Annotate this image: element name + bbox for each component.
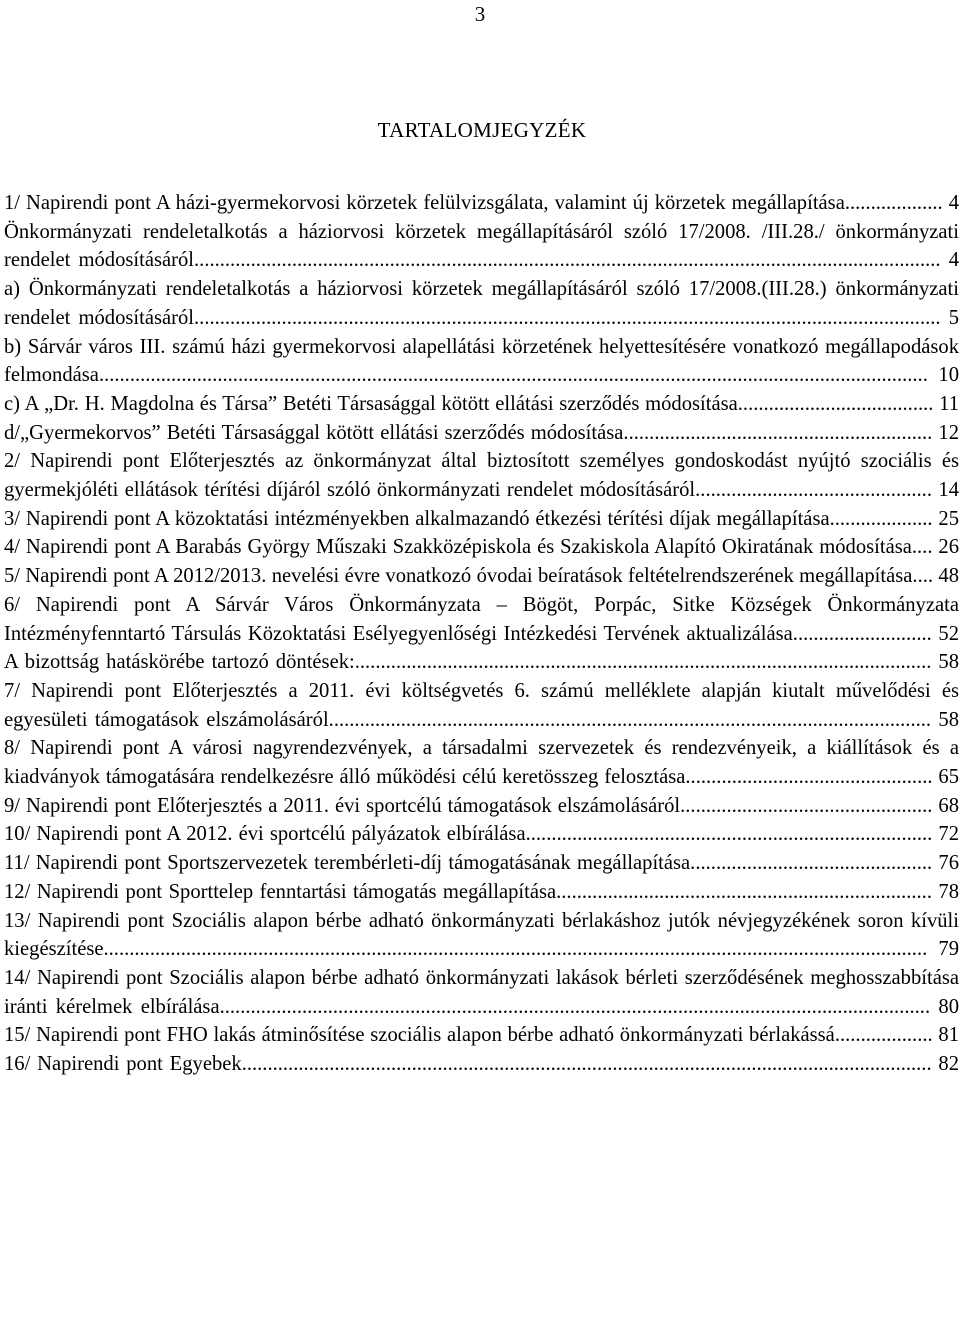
toc-entry-title: 6/ Napirendi pont A Sárvár Város Önkormányzata – Bögöt, Porpác, Sitke Községek Önkormányzata Intézményfenntartó Társulás Közoktatási Esélyegyenlőségi Intézkedési Tervének aktualizálása. <box>4 593 959 645</box>
toc-entry-title: 13/ Napirendi pont Szociális alapon bérbe adható önkormányzati bérlakáshoz jutók névjegyzékének soron kívüli kiegészítése. <box>4 909 959 961</box>
dot-leader: ..................................................................................................................................... <box>246 1053 932 1076</box>
dot-leader: ... <box>917 565 934 588</box>
dot-leader: .................................................................................................................... <box>333 708 932 731</box>
toc-entry-title: 12/ Napirendi pont Sporttelep fenntartási támogatás megállapítása. <box>4 880 562 903</box>
toc-entry-page: 80 <box>938 995 959 1018</box>
toc-title: TARTALOMJEGYZÉK <box>377 118 587 143</box>
toc-entry-page: 68 <box>938 794 959 817</box>
toc-entry-page: 26 <box>938 536 959 559</box>
toc-entry-page: 58 <box>938 708 960 731</box>
toc-entry[interactable] <box>4 1050 959 1079</box>
toc-entry-page: 10 <box>938 364 959 387</box>
toc-entry-title: 10/ Napirendi pont A 2012. évi sportcélú pályázatok elbírálása. <box>4 823 531 846</box>
dot-leader: ...................................... <box>737 392 934 415</box>
toc-entry-page: 48 <box>938 565 959 588</box>
dot-leader: .............................................................................. <box>530 823 933 846</box>
toc-entry-page: 79 <box>938 938 959 961</box>
toc-entry-title: 2/ Napirendi pont Előterjesztés az önkormányzat által biztosított személyes gondoskodást nyújtó szociális és gyermekjóléti ellátások térítési díjáról szóló önkormányzati rendelet módosításáról. <box>4 450 959 502</box>
toc-entry-title: d/„Gyermekorvos” Betéti Társasággal kötött ellátási szerződés módosítása <box>4 421 624 444</box>
dot-leader: .............................................. <box>695 852 933 875</box>
toc-entry-title: 9/ Napirendi pont Előterjesztés a 2011. évi sportcélú támogatások elszámolásáról. <box>4 794 686 817</box>
dot-leader: ................................................................................................................ <box>354 651 932 674</box>
toc-entry[interactable] <box>4 562 959 591</box>
toc-entry[interactable] <box>4 333 959 390</box>
toc-entry[interactable] <box>4 591 959 648</box>
toc-entry[interactable] <box>4 648 959 677</box>
toc-entry[interactable] <box>4 533 959 562</box>
toc-entry-title: 3/ Napirendi pont A közoktatási intézményekben alkalmazandó étkezési térítési díjak megállapítása. <box>4 507 835 530</box>
toc-entry-title: Önkormányzati rendeletalkotás a háziorvosi körzetek megállapításáról szóló 17/2008. /III.28./ önkormányzati rendelet módosításáról <box>4 220 959 272</box>
toc-entry-title: 5/ Napirendi pont A 2012/2013. nevelési évre vonatkozó óvodai beíratások feltételrendszerének megállapítása. <box>4 565 918 588</box>
dot-leader: ................... <box>844 192 943 214</box>
toc-entry[interactable] <box>4 792 959 821</box>
table-of-contents <box>4 189 959 1079</box>
toc-entry-page: 76 <box>938 852 959 875</box>
toc-entry[interactable] <box>4 734 959 791</box>
toc-entry[interactable] <box>4 907 959 964</box>
dot-leader: ............................................... <box>690 766 933 789</box>
dot-leader: ................... <box>834 507 933 530</box>
toc-entry-title: 11/ Napirendi pont Sportszervezetek terembérleti-díj támogatásának megállapítása. <box>4 852 696 875</box>
toc-entry-title: 4/ Napirendi pont A Barabás György Műszaki Szakközépiskola és Szakiskola Alapító Okiratának módosítása. <box>4 536 918 559</box>
toc-entry-title: 14/ Napirendi pont Szociális alapon bérbe adható önkormányzati lakások bérleti szerződésének meghosszabbítása iránti kérelmek elbírálása. <box>4 966 959 1018</box>
dot-leader: .................. <box>839 1024 933 1047</box>
toc-entry[interactable] <box>4 419 959 448</box>
toc-entry-page: 58 <box>938 651 960 674</box>
toc-entry[interactable] <box>4 189 959 218</box>
dot-leader: ........................................................................ <box>561 880 932 903</box>
toc-entry-title: 7/ Napirendi pont Előterjesztés a 2011. évi költségvetés 6. számú melléklete alapján kiutalt művelődési és egyesületi támogatások elszámolásáról. <box>4 679 959 731</box>
toc-entry[interactable] <box>4 820 959 849</box>
toc-entry-page: 14 <box>938 479 959 502</box>
toc-entry-page: 4 <box>948 192 959 214</box>
dot-leader: .......................... <box>797 622 932 645</box>
toc-entry-page: 4 <box>948 249 959 272</box>
dot-leader: ............................................. <box>700 479 932 502</box>
toc-entry-page: 11 <box>939 392 959 415</box>
toc-entry-page: 12 <box>938 421 960 444</box>
toc-entry-page: 5 <box>948 306 959 329</box>
dot-leader: ............................................................ <box>623 421 933 444</box>
dot-leader: ................................................ <box>685 794 933 817</box>
toc-entry[interactable] <box>4 677 959 734</box>
toc-entry-title: b) Sárvár város III. számú házi gyermekorvosi alapellátási körzetének helyettesítésére vonatkozó megállapodások felmondása <box>4 335 959 387</box>
toc-entry[interactable] <box>4 275 959 332</box>
toc-entry[interactable] <box>4 390 959 419</box>
toc-entry-title: 1/ Napirendi pont A házi-gyermekorvosi körzetek felülvizsgálata, valamint új körzetek megállapítása <box>4 192 845 214</box>
dot-leader: ................................................................................................................................................. <box>194 306 941 329</box>
toc-entry-title: 15/ Napirendi pont FHO lakás átminősítése szociális alapon bérbe adható önkormányzati bérlakássá. <box>4 1024 840 1047</box>
toc-entry-title: 16/ Napirendi pont Egyebek. <box>4 1053 247 1076</box>
dot-leader: ......................................................................................................................................... <box>224 995 931 1018</box>
dot-leader: ................................................................................................................................................................. <box>98 364 928 387</box>
toc-entry[interactable] <box>4 849 959 878</box>
toc-entry-page: 65 <box>938 766 959 789</box>
toc-entry[interactable] <box>4 447 959 504</box>
toc-entry-page: 25 <box>938 507 959 530</box>
toc-entry[interactable] <box>4 505 959 534</box>
toc-entry-page: 78 <box>938 880 959 903</box>
dot-leader: ............................................................................................................................................................... <box>108 938 928 961</box>
toc-entry-page: 72 <box>938 823 960 846</box>
toc-entry-page: 81 <box>938 1024 959 1047</box>
toc-entry[interactable] <box>4 964 959 1021</box>
toc-entry[interactable] <box>4 218 959 275</box>
toc-entry-title: 8/ Napirendi pont A városi nagyrendezvények, a társadalmi szervezetek és rendezvényeik, a kiállítások és a kiadványok támogatására rendelkezésre álló működési célú keretösszeg felosztása. <box>4 737 959 789</box>
toc-entry-title: a) Önkormányzati rendeletalkotás a háziorvosi körzetek megállapításáról szóló 17/2008.(III.28.) önkormányzati rendelet módosításáról <box>4 278 959 329</box>
dot-leader: ................................................................................................................................................. <box>194 249 941 272</box>
page-number: 3 <box>474 2 486 26</box>
dot-leader: ... <box>917 536 933 559</box>
toc-entry-page: 52 <box>938 622 959 645</box>
toc-entry[interactable] <box>4 878 959 907</box>
toc-entry-title: c) A „Dr. H. Magdolna és Társa” Betéti Társasággal kötött ellátási szerződés módosítása <box>4 392 738 415</box>
toc-entry-title: A bizottság hatáskörébe tartozó döntések: <box>4 651 355 674</box>
toc-entry[interactable] <box>4 1021 959 1050</box>
toc-entry-page: 82 <box>938 1053 959 1076</box>
